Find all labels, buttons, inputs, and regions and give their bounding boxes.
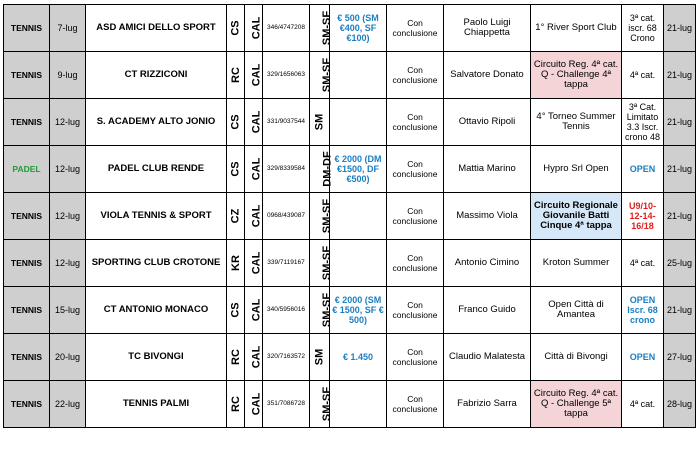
club-name-cell: TENNIS PALMI [86, 381, 227, 428]
category-cell: OPEN [622, 146, 664, 193]
prize-cell: € 500 (SM €400, SF €100) [330, 5, 387, 52]
table-row [4, 240, 696, 287]
club-name-cell: CT RIZZICONI [86, 52, 227, 99]
club-name-cell: ASD AMICI DELLO SPORT [86, 5, 227, 52]
type-cell: Con conclusione [387, 240, 444, 287]
province-label: CS [229, 302, 242, 318]
province-label: CS [229, 161, 242, 177]
region-label: CAL [250, 157, 263, 181]
province-cell [227, 193, 245, 240]
draw-label: SM-SF [321, 245, 334, 281]
type-cell: Con conclusione [387, 334, 444, 381]
province-cell [227, 381, 245, 428]
sport-cell: TENNIS [4, 381, 50, 428]
phone-cell: 331/9037544 [263, 99, 310, 146]
province-label: KR [229, 255, 242, 271]
club-name-cell: S. ACADEMY ALTO JONIO [86, 99, 227, 146]
tournament-cell: Circuito Reg. 4ª cat. Q - Challenge 5ª tappa [531, 381, 622, 428]
sport-cell: TENNIS [4, 52, 50, 99]
sport-cell: TENNIS [4, 287, 50, 334]
sport-cell: TENNIS [4, 5, 50, 52]
type-cell: Con conclusione [387, 99, 444, 146]
tournament-cell: Kroton Summer [531, 240, 622, 287]
region-cell [245, 381, 263, 428]
referee-cell: Ottavio Ripoli [444, 99, 531, 146]
tournament-cell: 1° River Sport Club [531, 5, 622, 52]
draw-label: SM [313, 113, 326, 131]
end-date-cell: 21-lug [664, 99, 696, 146]
end-date-cell: 21-lug [664, 5, 696, 52]
tournament-table [3, 4, 696, 428]
end-date-cell: 21-lug [664, 287, 696, 334]
region-cell [245, 146, 263, 193]
region-label: CAL [250, 251, 263, 275]
province-cell [227, 146, 245, 193]
type-cell: Con conclusione [387, 5, 444, 52]
sport-cell: TENNIS [4, 99, 50, 146]
province-label: RC [229, 67, 242, 83]
sport-cell: PADEL [4, 146, 50, 193]
referee-cell: Massimo Viola [444, 193, 531, 240]
type-cell: Con conclusione [387, 381, 444, 428]
category-cell: 3ª cat. iscr. 68 Crono [622, 5, 664, 52]
table-row [4, 193, 696, 240]
date-cell: 15-lug [50, 287, 86, 334]
phone-cell: 351/7086728 [263, 381, 310, 428]
region-label: CAL [250, 204, 263, 228]
end-date-cell: 21-lug [664, 52, 696, 99]
type-cell: Con conclusione [387, 146, 444, 193]
category-cell: 4ª cat. [622, 52, 664, 99]
end-date-cell: 28-lug [664, 381, 696, 428]
province-cell [227, 334, 245, 381]
referee-cell: Salvatore Donato [444, 52, 531, 99]
category-cell: 4ª cat. [622, 381, 664, 428]
category-cell: OPEN Iscr. 68 crono [622, 287, 664, 334]
region-label: CAL [250, 110, 263, 134]
draw-cell [310, 99, 330, 146]
type-cell: Con conclusione [387, 287, 444, 334]
draw-cell [310, 52, 334, 99]
type-cell: Con conclusione [387, 193, 444, 240]
region-label: CAL [250, 345, 263, 369]
category-cell: 3ª Cat. Limitato 3.3 Iscr. crono 48 [622, 99, 664, 146]
club-name-cell: TC BIVONGI [86, 334, 227, 381]
province-cell [227, 287, 245, 334]
region-cell [245, 334, 263, 381]
referee-cell: Paolo Luigi Chiappetta [444, 5, 531, 52]
phone-cell: 346/4747208 [263, 5, 310, 52]
draw-label: SM [313, 348, 326, 366]
draw-cell [310, 287, 334, 334]
province-label: CS [229, 20, 242, 36]
draw-cell [310, 146, 334, 193]
tournament-cell: Circuito Regionale Giovanile Batti Cinque 4ª tappa [531, 193, 622, 240]
referee-cell: Fabrizio Sarra [444, 381, 531, 428]
referee-cell: Franco Guido [444, 287, 531, 334]
category-cell: U9/10-12-14-16/18 [622, 193, 664, 240]
sport-cell: TENNIS [4, 240, 50, 287]
draw-label: DM-DF [321, 151, 334, 187]
draw-label: SM-SF [321, 57, 334, 93]
draw-cell [310, 193, 334, 240]
end-date-cell: 25-lug [664, 240, 696, 287]
date-cell: 20-lug [50, 334, 86, 381]
draw-cell [310, 381, 334, 428]
draw-label: SM-SF [321, 198, 334, 234]
region-cell [245, 5, 263, 52]
phone-cell: 340/5956016 [263, 287, 310, 334]
category-cell: OPEN [622, 334, 664, 381]
date-cell: 22-lug [50, 381, 86, 428]
province-label: CS [229, 114, 242, 130]
date-cell: 12-lug [50, 146, 86, 193]
province-cell [227, 5, 245, 52]
table-row [4, 5, 696, 52]
club-name-cell: PADEL CLUB RENDE [86, 146, 227, 193]
tournament-cell: Open Città di Amantea [531, 287, 622, 334]
referee-cell: Mattia Marino [444, 146, 531, 193]
province-label: RC [229, 396, 242, 412]
region-cell [245, 193, 263, 240]
prize-cell [330, 99, 387, 146]
draw-cell [310, 5, 334, 52]
prize-cell [330, 240, 387, 287]
tournament-cell: 4° Torneo Summer Tennis [531, 99, 622, 146]
table-row [4, 99, 696, 146]
date-cell: 7-lug [50, 5, 86, 52]
club-name-cell: SPORTING CLUB CROTONE [86, 240, 227, 287]
prize-cell: € 2000 (SM € 1500, SF € 500) [330, 287, 387, 334]
tournament-cell: Hypro Srl Open [531, 146, 622, 193]
region-label: CAL [250, 298, 263, 322]
referee-cell: Claudio Malatesta [444, 334, 531, 381]
sport-cell: TENNIS [4, 193, 50, 240]
draw-cell [310, 240, 334, 287]
prize-cell: € 1.450 [330, 334, 387, 381]
prize-cell [330, 381, 387, 428]
draw-cell [310, 334, 330, 381]
province-cell [227, 52, 245, 99]
prize-cell [330, 52, 387, 99]
table-row [4, 381, 696, 428]
phone-cell: 0968/439087 [263, 193, 310, 240]
sport-cell: TENNIS [4, 334, 50, 381]
date-cell: 12-lug [50, 240, 86, 287]
province-cell [227, 99, 245, 146]
region-cell [245, 240, 263, 287]
region-label: CAL [250, 392, 263, 416]
category-cell: 4ª cat. [622, 240, 664, 287]
table-row [4, 287, 696, 334]
phone-cell: 329/8339584 [263, 146, 310, 193]
province-label: CZ [229, 208, 242, 224]
region-label: CAL [250, 16, 263, 40]
region-cell [245, 99, 263, 146]
province-label: RC [229, 349, 242, 365]
type-cell: Con conclusione [387, 52, 444, 99]
table-row [4, 334, 696, 381]
table-row [4, 146, 696, 193]
region-cell [245, 287, 263, 334]
table-row [4, 52, 696, 99]
date-cell: 12-lug [50, 193, 86, 240]
phone-cell: 320/7163572 [263, 334, 310, 381]
draw-label: SM-SF [321, 292, 334, 328]
phone-cell: 329/1656063 [263, 52, 310, 99]
referee-cell: Antonio Cimino [444, 240, 531, 287]
region-label: CAL [250, 63, 263, 87]
phone-cell: 339/7119167 [263, 240, 310, 287]
prize-cell: € 2000 (DM €1500, DF €500) [330, 146, 387, 193]
province-cell [227, 240, 245, 287]
table-body [4, 5, 696, 428]
tournament-cell: Città di Bivongi [531, 334, 622, 381]
region-cell [245, 52, 263, 99]
end-date-cell: 27-lug [664, 334, 696, 381]
date-cell: 12-lug [50, 99, 86, 146]
end-date-cell: 21-lug [664, 193, 696, 240]
tournament-cell: Circuito Reg. 4ª cat. Q - Challenge 4ª tappa [531, 52, 622, 99]
club-name-cell: VIOLA TENNIS & SPORT [86, 193, 227, 240]
draw-label: SM-SF [321, 386, 334, 422]
draw-label: SM-SF [321, 10, 334, 46]
date-cell: 9-lug [50, 52, 86, 99]
end-date-cell: 21-lug [664, 146, 696, 193]
club-name-cell: CT ANTONIO MONACO [86, 287, 227, 334]
prize-cell [330, 193, 387, 240]
